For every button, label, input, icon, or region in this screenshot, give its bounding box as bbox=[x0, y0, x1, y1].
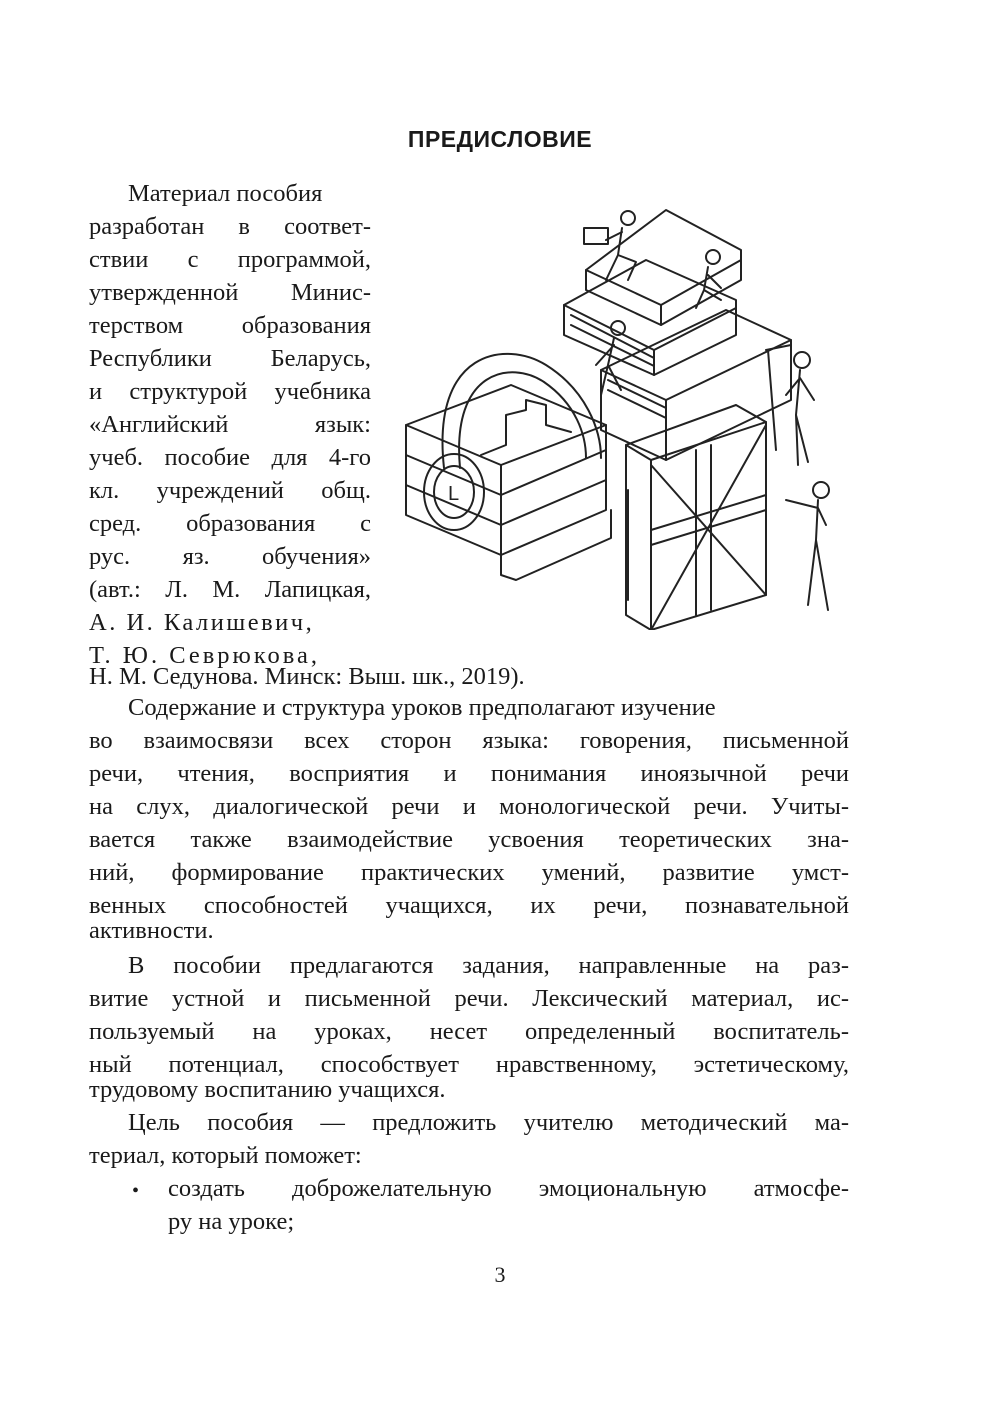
intro-line: Материал пособия bbox=[128, 180, 323, 207]
books-headphones-people-illustration bbox=[396, 200, 866, 630]
page-number: 3 bbox=[494, 1262, 506, 1287]
bullet-line: создать доброжелательную эмоциональную атмосфе- bbox=[168, 1175, 849, 1202]
paragraph-line: ний, формирование практических умений, развитие умст- bbox=[89, 859, 849, 886]
intro-line: «Английский язык: bbox=[89, 411, 371, 438]
intro-line: Республики Беларусь, bbox=[89, 345, 371, 372]
intro-line: и структурой учебника bbox=[89, 378, 371, 405]
intro-line: ствии с программой, bbox=[89, 246, 371, 273]
page-title: ПРЕДИСЛОВИЕ bbox=[407, 126, 593, 152]
paragraph-line: Содержание и структура уроков предполагают изучение bbox=[128, 694, 716, 721]
paragraph-line: териал, который поможет: bbox=[89, 1142, 362, 1169]
intro-line: учеб. пособие для 4-го bbox=[89, 444, 371, 471]
paragraph-line: венных способностей учащихся, их речи, познавательной bbox=[89, 892, 849, 919]
intro-line: разработан в соответ- bbox=[89, 213, 371, 240]
paragraph-line: Цель пособия — предложить учителю методический ма- bbox=[128, 1109, 849, 1136]
paragraph-line: активности. bbox=[89, 917, 214, 944]
paragraph-line: В пособии предлагаются задания, направленные на раз- bbox=[128, 952, 849, 979]
paragraph-line: трудовому воспитанию учащихся. bbox=[89, 1076, 446, 1103]
paragraph-line: ный потенциал, способствует нравственному, эстетическому, bbox=[89, 1051, 849, 1078]
intro-line: (авт.: Л. М. Лапицкая, bbox=[89, 576, 371, 603]
bullet-marker: • bbox=[132, 1180, 140, 1202]
intro-line: утвержденной Минис- bbox=[89, 279, 371, 306]
intro-line: терством образования bbox=[89, 312, 371, 339]
svg-text:L: L bbox=[448, 483, 460, 505]
intro-line: Н. М. Седунова. Минск: Выш. шк., 2019). bbox=[89, 663, 525, 690]
intro-line: Т. Ю. Севрюкова, bbox=[89, 642, 320, 669]
paragraph-line: речи, чтения, восприятия и понимания иноязычной речи bbox=[89, 760, 849, 787]
paragraph-line: на слух, диалогической речи и монологической речи. Учиты- bbox=[89, 793, 849, 820]
intro-line: сред. образования с bbox=[89, 510, 371, 537]
paragraph-line: во взаимосвязи всех сторон языка: говорения, письменной bbox=[89, 727, 849, 754]
paragraph-line: вается также взаимодействие усвоения теоретических зна- bbox=[89, 826, 849, 853]
intro-line: кл. учреждений общ. bbox=[89, 477, 371, 504]
intro-line: А. И. Калишевич, bbox=[89, 609, 315, 636]
bullet-line: ру на уроке; bbox=[168, 1208, 295, 1235]
paragraph-line: пользуемый на уроках, несет определенный воспитатель- bbox=[89, 1018, 849, 1045]
intro-line: рус. яз. обучения» bbox=[89, 543, 371, 570]
paragraph-line: витие устной и письменной речи. Лексический материал, ис- bbox=[89, 985, 849, 1012]
